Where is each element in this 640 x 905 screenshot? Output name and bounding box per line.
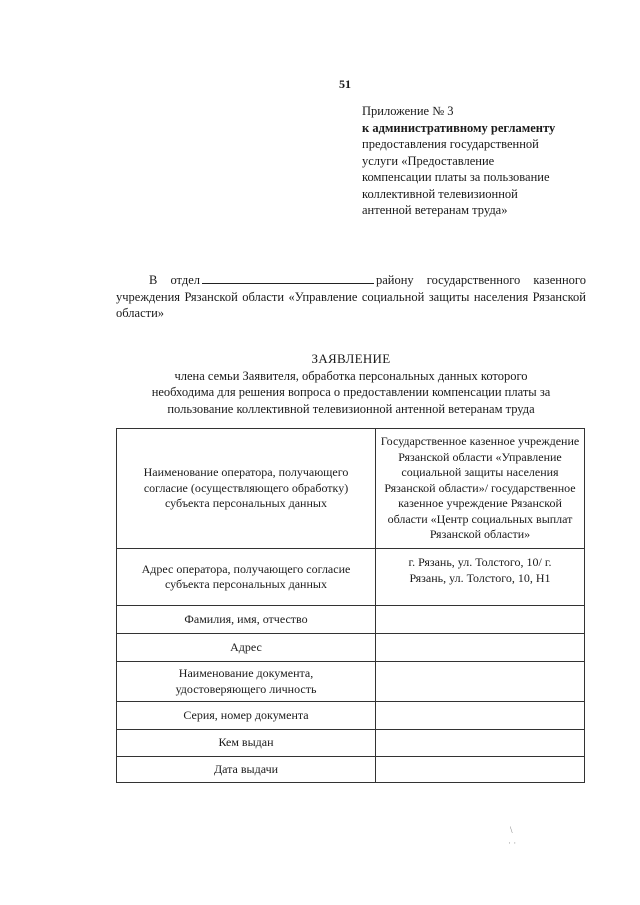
addressee-suffix: району государственного казенного учреждения Рязанской области «Управление социальной защиты населения Рязанской области» [116,273,586,320]
appendix-line: антенной ветеранам труда» [362,203,508,217]
addressee-prefix: В отдел [149,273,200,287]
appendix-line: компенсации платы за пользование [362,170,550,184]
appendix-line: Приложение № 3 [362,104,454,118]
statement-subtitle-line: необходима для решения вопроса о предоставлении компенсации платы за [151,385,551,399]
personal-data-table [116,428,585,783]
table-row [117,634,585,662]
table-label-cell: Дата выдачи [117,757,376,783]
appendix-header [362,103,602,219]
table-label-cell: Наименование документа, удостоверяющего личность [117,662,376,702]
table-value-cell: Государственное казенное учреждение Рязанской области «Управление социальной защиты населения Рязанской области»/ государственное казенное учреждение Рязанской области «Центр социальных выплат Рязанской области» [376,429,585,549]
appendix-line: предоставления государственной [362,137,539,151]
addressee-block [116,272,586,322]
scan-mark: \ [510,825,513,835]
table-row [117,757,585,783]
statement-subtitle-line: пользование коллективной телевизионной антенной ветеранам труда [167,401,535,416]
table-row [117,429,585,549]
table-value-cell[interactable] [376,634,585,662]
table-label-cell: Адрес оператора, получающего согласие субъекта персональных данных [117,549,376,606]
table-row [117,549,585,606]
table-value-cell[interactable] [376,702,585,730]
table-value-cell: г. Рязань, ул. Толстого, 10/ г. Рязань, ул. Толстого, 10, Н1 [376,549,585,606]
page-number: 51 [339,77,351,91]
table-label-cell: Серия, номер документа [117,702,376,730]
department-blank-field[interactable] [202,272,374,284]
table-label-cell: Кем выдан [117,730,376,757]
table-row [117,662,585,702]
table-value-cell[interactable] [376,606,585,634]
table-label-cell: Наименование оператора, получающего согласие (осуществляющего обработку) субъекта персональных данных [117,429,376,549]
appendix-line: коллективной телевизионной [362,186,518,201]
table-row [117,702,585,730]
table-row [117,730,585,757]
table-value-cell[interactable] [376,757,585,783]
appendix-line: услуги «Предоставление [362,153,495,168]
table-value-cell[interactable] [376,730,585,757]
statement-heading: ЗАЯВЛЕНИЕ [311,351,391,366]
statement-subtitle-line: члена семьи Заявителя, обработка персональных данных которого [174,368,528,383]
scan-mark: · · [508,838,517,848]
table-label-cell: Фамилия, имя, отчество [117,606,376,634]
table-value-cell[interactable] [376,662,585,702]
table-row [117,606,585,634]
table-label-cell: Адрес [117,634,376,662]
appendix-line: к административному регламенту [362,120,556,135]
statement-title-block [116,351,586,417]
